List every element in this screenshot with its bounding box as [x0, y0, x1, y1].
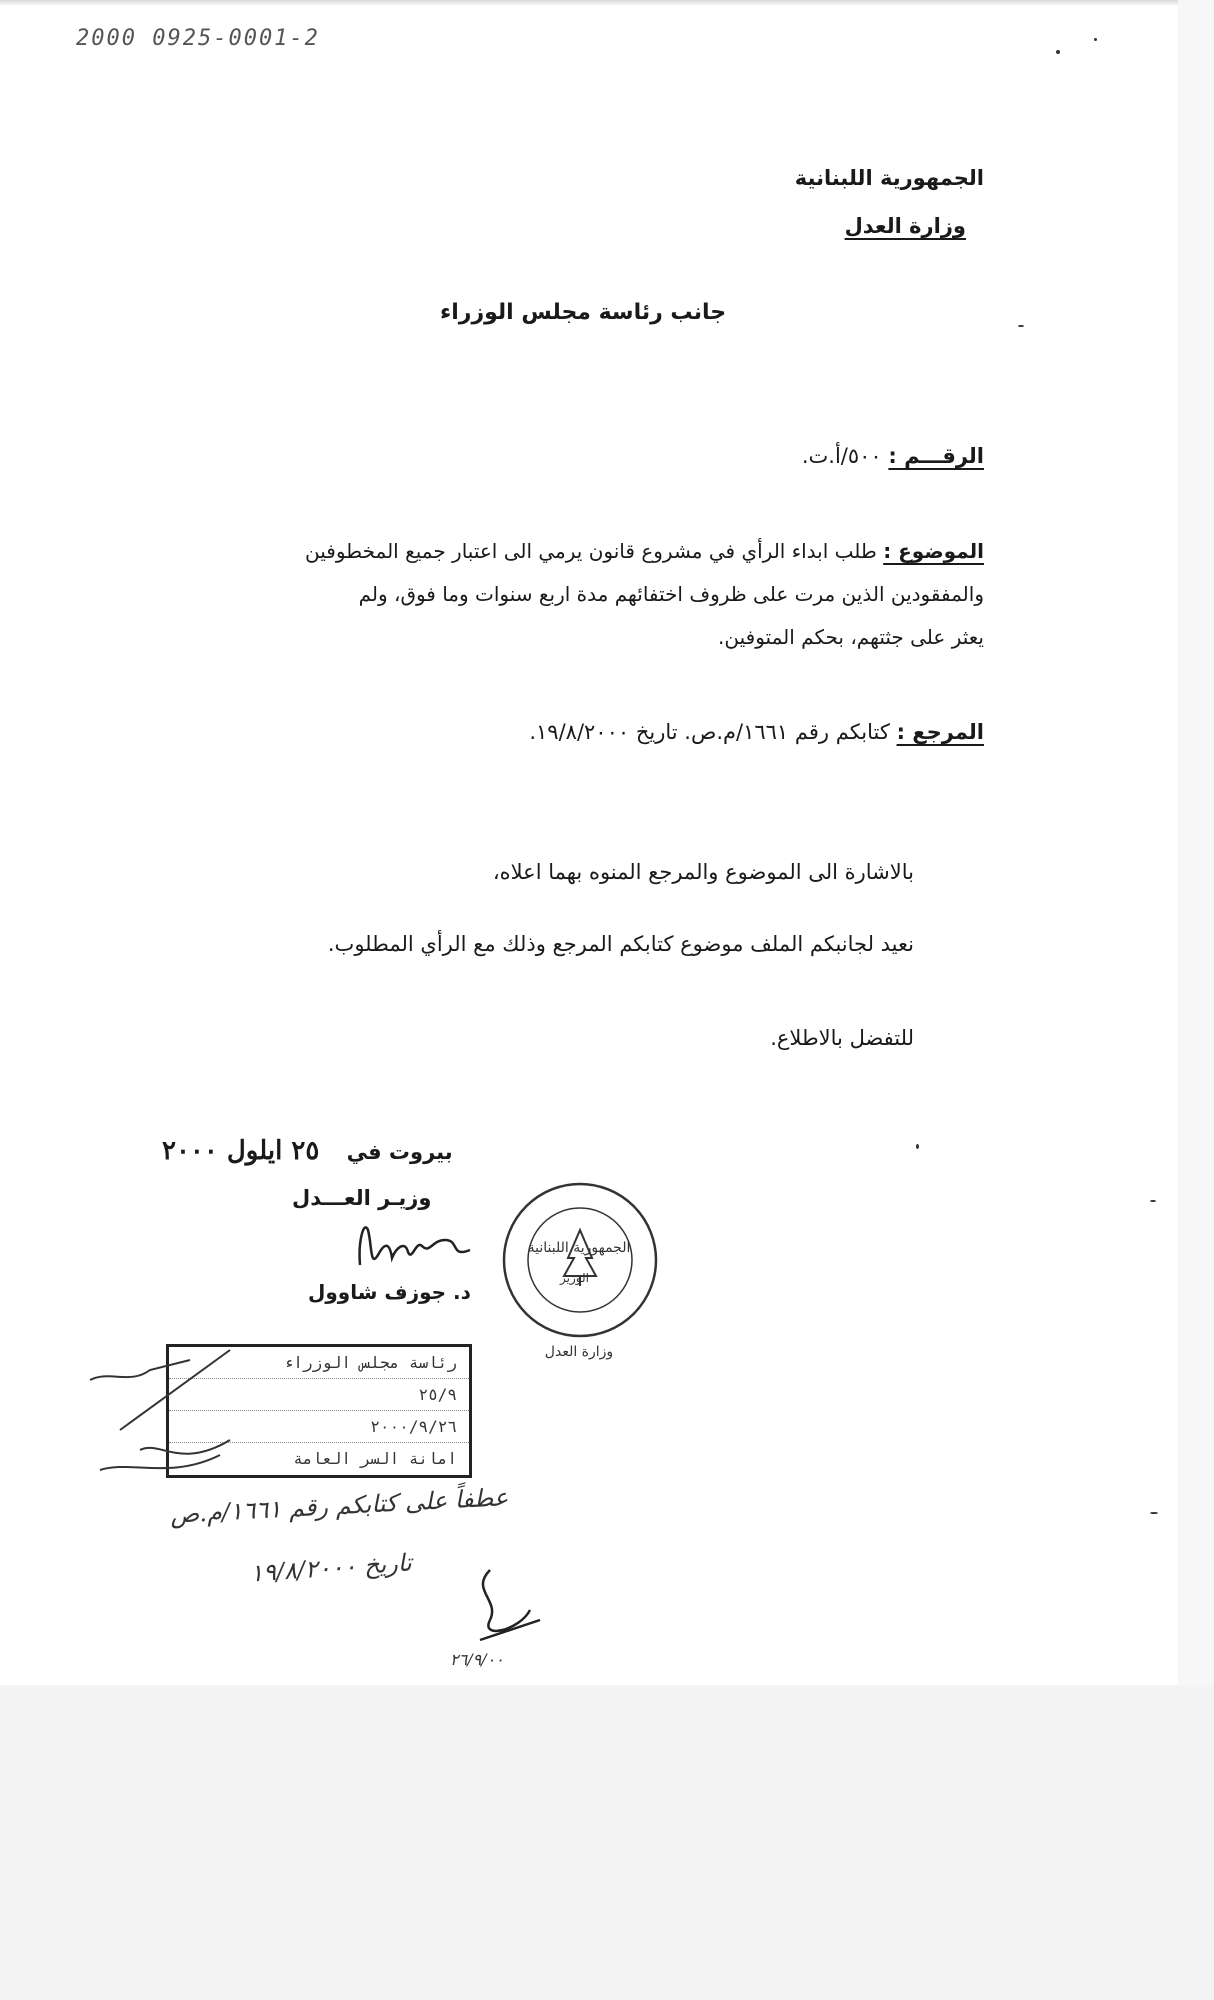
- scan-speck: [1150, 1200, 1156, 1202]
- handwritten-note-1: عطفاً على كتابكم رقم ١٦٦١/م.ص: [169, 1483, 509, 1529]
- reference-number-label: الرقـــم :: [888, 444, 984, 468]
- body-line-1: بالاشارة الى الموضوع والمرجع المنوه بهما اعلاه،: [492, 860, 914, 884]
- scan-speck: [1018, 325, 1024, 327]
- reference-number: [802, 446, 984, 467]
- subject-label: الموضوع :: [883, 539, 984, 563]
- scan-bottom-margin: [0, 1685, 1214, 2000]
- reference-value: كتابكم رقم ١٦٦١/م.ص. تاريخ ١٩/٨/٢٠٠٠.: [529, 720, 890, 744]
- scan-speck: [916, 1144, 919, 1149]
- header-country: الجمهورية اللبنانية: [794, 166, 984, 190]
- reference-line: [529, 722, 984, 743]
- place-date: [162, 1138, 453, 1164]
- addressee: جانب رئاسة مجلس الوزراء: [440, 300, 727, 325]
- scan-top-edge: [0, 0, 1214, 6]
- minister-signature: [350, 1210, 480, 1280]
- body-line-2: نعيد لجانبكم الملف موضوع كتابكم المرجع وذلك مع الرأي المطلوب.: [327, 932, 914, 956]
- subject-paragraph: [224, 530, 984, 659]
- subject-line-1: [224, 530, 984, 573]
- seal-inner-text: الوزير: [560, 1271, 589, 1285]
- header-ministry: وزارة العدل: [844, 214, 966, 238]
- handwritten-date: ٢٥ ايلول ٢٠٠٠: [162, 1136, 320, 1166]
- stamp-row-3: ٢٠٠٠/٩/٢٦: [169, 1411, 469, 1443]
- stamp-row-1: رئاسة مجلس الوزراء: [169, 1347, 469, 1379]
- subject-line-3: يعثر على جثتهم، بحكم المتوفين.: [718, 625, 984, 649]
- subject-line-2: والمفقودين الذين مرت على ظروف اختفائهم مدة اربع سنوات وما فوق، ولم: [358, 582, 984, 606]
- initials-signature: [460, 1560, 560, 1650]
- minister-name: د. جوزف شاوول: [308, 1280, 471, 1304]
- scan-speck: [1056, 50, 1060, 54]
- reference-label: المرجع :: [896, 720, 984, 744]
- stamp-row-2: ٢٥/٩: [169, 1379, 469, 1411]
- stamp-row-4: امانة السر العامة: [293, 1449, 457, 1468]
- scan-right-shade: [1178, 0, 1214, 1685]
- scan-speck: [1094, 38, 1097, 41]
- seal-outer-text: الجمهورية اللبنانية وزارة العدل: [527, 1240, 631, 1360]
- minister-title: وزيـر العـــدل: [292, 1186, 432, 1210]
- handwritten-note-date: ٢٦/٩/٠٠: [450, 1650, 504, 1669]
- subject-text-1: طلب ابداء الرأي في مشروع قانون يرمي الى اعتبار جميع المخطوفين: [305, 539, 877, 563]
- reference-number-value: ٥٠٠/أ.ت.: [801, 444, 882, 468]
- file-code: 2000 0925-0001-2: [76, 26, 320, 51]
- place-date-label: بيروت في: [346, 1140, 453, 1164]
- handwritten-note-2: تاريخ ١٩/٨/٢٠٠٠: [249, 1548, 413, 1588]
- scan-speck: [1150, 1512, 1158, 1514]
- body-line-3: للتفضل بالاطلاع.: [770, 1026, 914, 1050]
